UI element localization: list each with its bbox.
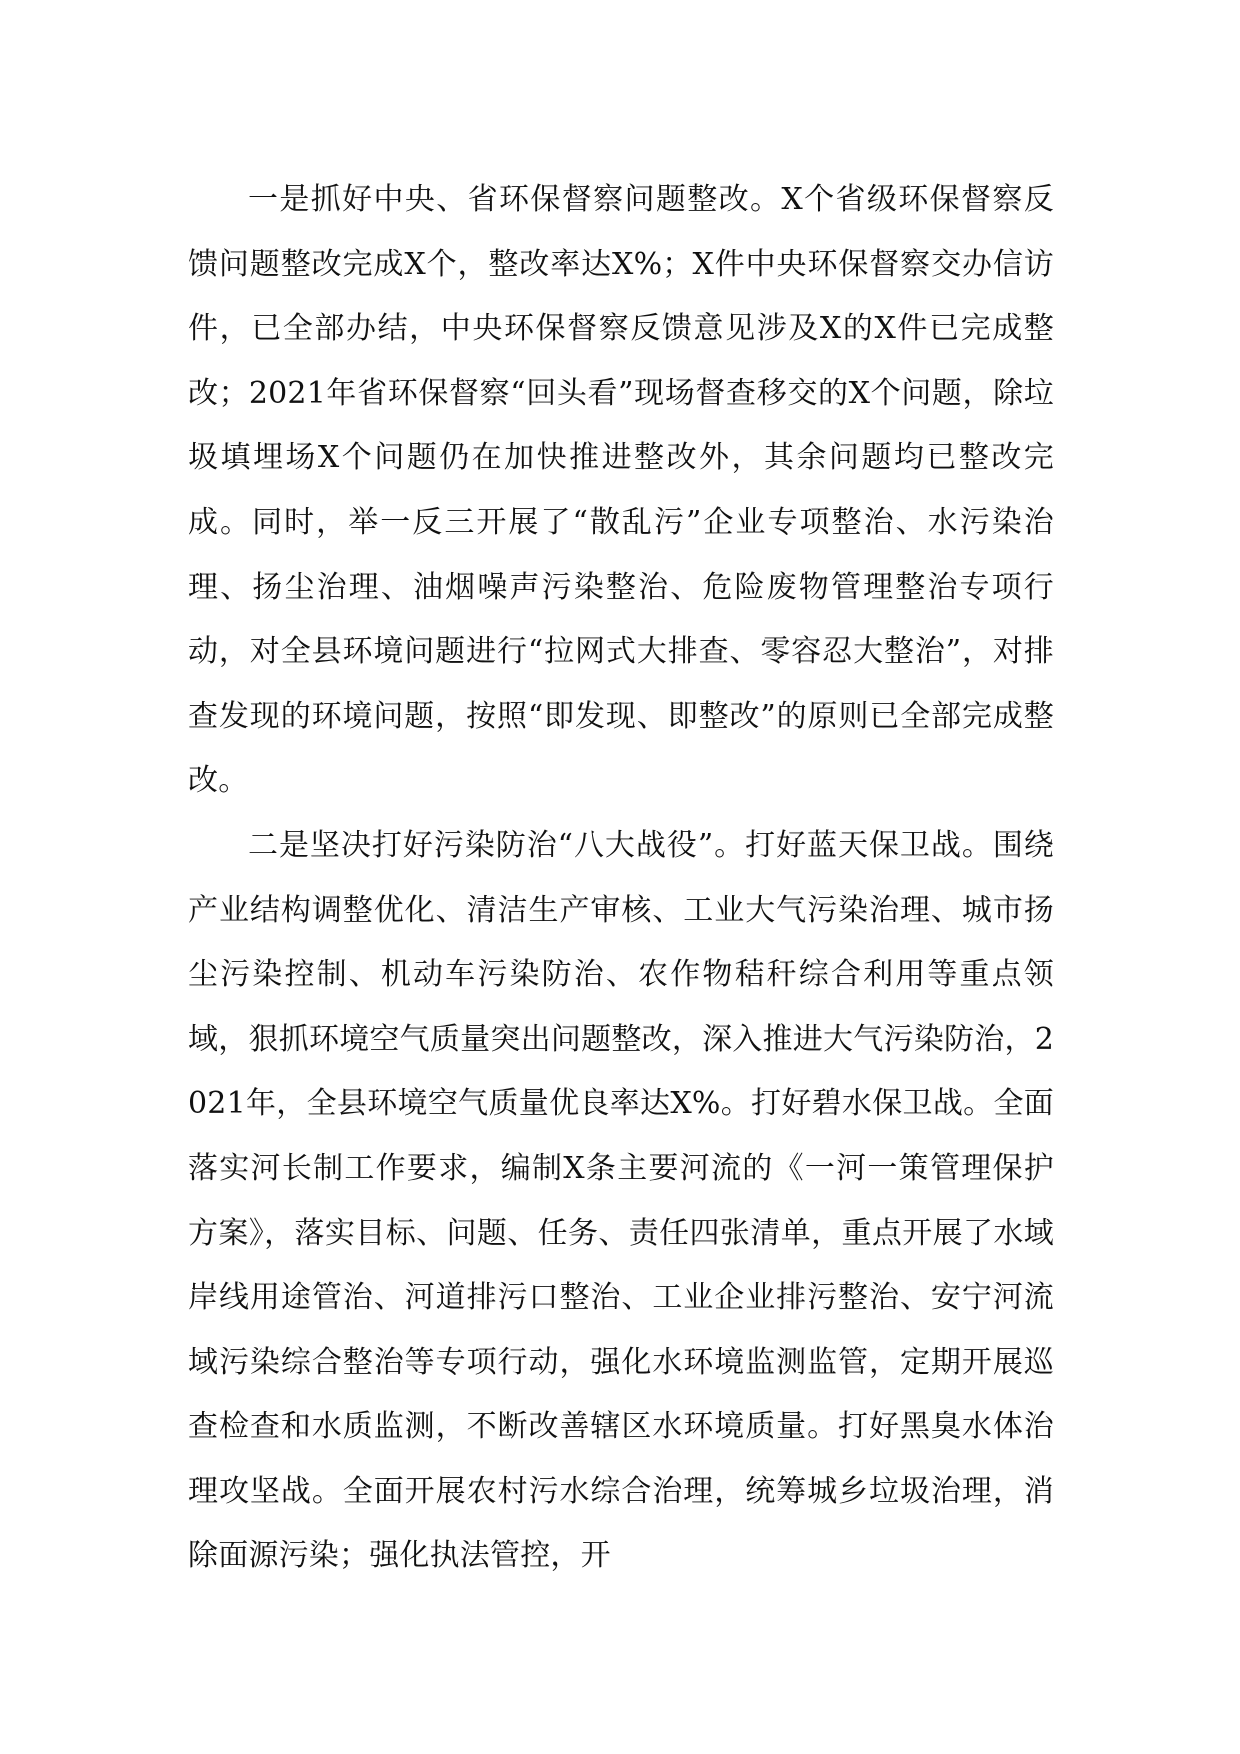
document-body (188, 168, 1054, 1589)
paragraph-2: 二是坚决打好污染防治“八大战役”。打好蓝天保卫战。围绕产业结构调整优化、清洁生产审核、工业大气污染治理、城市扬尘污染控制、机动车污染防治、农作物秸秆综合利用等重点领域，狠抓环境空气质量突出问题整改，深入推进大气污染防治，2021年，全县环境空气质量优良率达X%。打好碧水保卫战。全面落实河长制工作要求，编制X条主要河流的《一河一策管理保护方案》，落实目标、问题、任务、责任四张清单，重点开展了水域岸线用途管治、河道排污口整治、工业企业排污整治、安宁河流域污染综合整治等专项行动，强化水环境监测监管，定期开展巡查检查和水质监测，不断改善辖区水环境质量。打好黑臭水体治理攻坚战。全面开展农村污水综合治理，统筹城乡垃圾治理，消除面源污染；强化执法管控，开 (188, 827, 1054, 1574)
paragraph-1: 一是抓好中央、省环保督察问题整改。X个省级环保督察反馈问题整改完成X个，整改率达X%；X件中央环保督察交办信访件，已全部办结，中央环保督察反馈意见涉及X的X件已完成整改；2021年省环保督察“回头看”现场督查移交的X个问题，除垃圾填埋场X个问题仍在加快推进整改外，其余问题均已整改完成。同时，举一反三开展了“散乱污”企业专项整治、水污染治理、扬尘治理、油烟噪声污染整治、危险废物管理整治专项行动，对全县环境问题进行“拉网式大排查、零容忍大整治”，对排查发现的环境问题，按照“即发现、即整改”的原则已全部完成整改。 (188, 182, 1054, 799)
